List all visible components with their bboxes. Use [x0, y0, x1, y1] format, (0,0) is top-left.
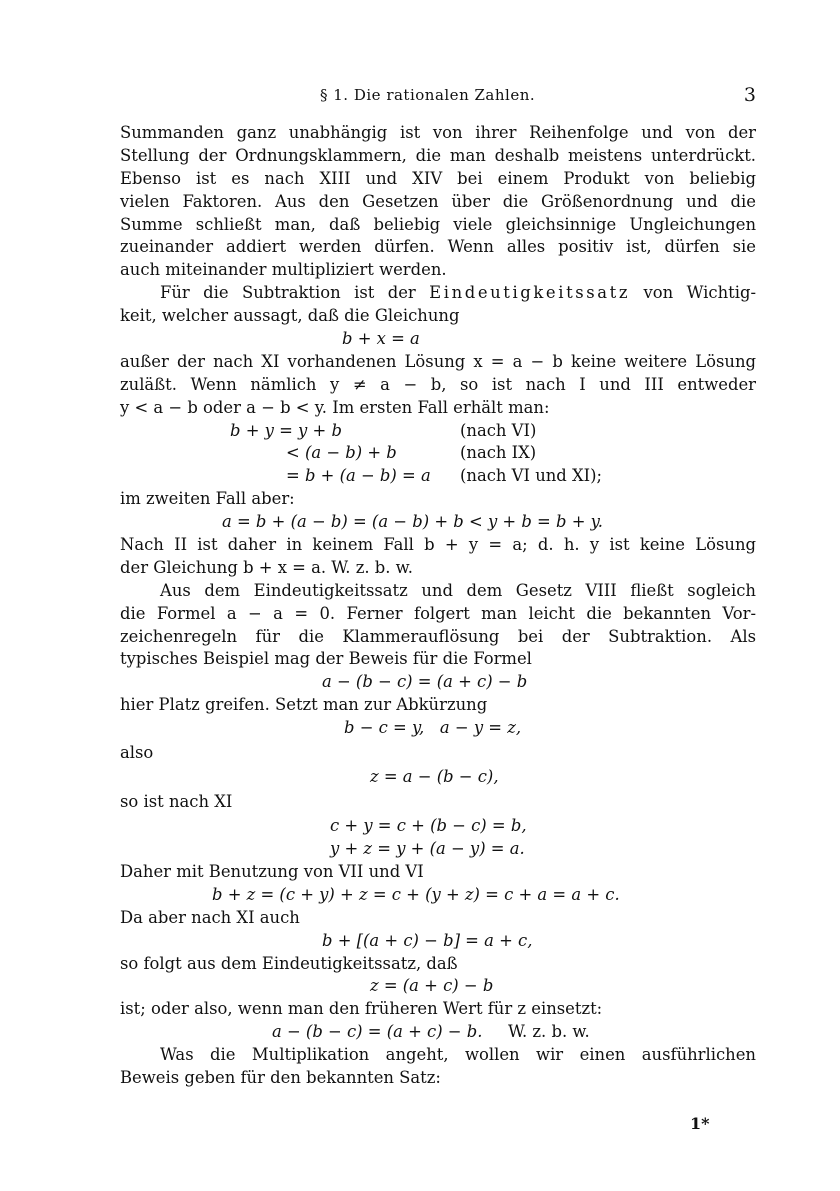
text-line: außer der nach XI vorhandenen Lösung x = a − b keine weitere Lösung — [120, 351, 756, 371]
formula: y + z = y + (a − y) = a. — [330, 839, 525, 859]
text-line: zuläßt. Wenn nämlich y ≠ a − b, so ist nach I und III entweder — [120, 374, 756, 394]
text-line: so folgt aus dem Eindeutigkeitssatz, daß — [120, 953, 458, 973]
formula-reason: (nach VI) — [460, 420, 537, 440]
formula: z = a − (b − c), — [370, 767, 499, 787]
printer-signature-mark: 1* — [690, 1114, 710, 1133]
text-line: im zweiten Fall aber: — [120, 489, 295, 509]
text-line: Daher mit Benutzung von VII und VI — [120, 861, 424, 881]
formula-row — [120, 465, 756, 488]
text-line: so ist nach XI — [120, 791, 233, 811]
text-line: Aus dem Eindeutigkeitssatz und dem Gesetz VIII fließt sogleich — [160, 580, 756, 600]
text-fragment: von Wichtig- — [643, 283, 757, 303]
text-line: Ebenso ist es nach XIII und XIV bei einem Produkt von beliebig — [120, 168, 756, 188]
text-line: vielen Faktoren. Aus den Gesetzen über die Größenordnung und die — [120, 191, 756, 211]
formula: b − c = y, a − y = z, — [344, 718, 522, 738]
text-fragment: Für die Subtraktion ist der — [160, 283, 416, 303]
text-line — [120, 282, 756, 305]
text-line: die Formel a − a = 0. Ferner folgert man leicht die bekannten Vor- — [120, 603, 756, 623]
formula-row — [120, 420, 756, 443]
formula-row — [120, 442, 756, 465]
qed-mark: W. z. b. w. — [508, 1022, 590, 1042]
text-line: Beweis geben für den bekannten Satz: — [120, 1067, 441, 1087]
text-line: auch miteinander multipliziert werden. — [120, 260, 447, 280]
formula: a − (b − c) = (a + c) − b — [322, 672, 528, 692]
text-line: Summe schließt man, daß beliebig viele gleichsinnige Ungleichungen — [120, 214, 756, 234]
formula: < (a − b) + b — [286, 443, 397, 463]
section-title: § 1. Die rationalen Zahlen. — [320, 86, 536, 104]
formula: a − (b − c) = (a + c) − b. — [272, 1022, 483, 1042]
formula: a = b + (a − b) = (a − b) + b < y + b = b + y. — [222, 512, 603, 532]
formula: b + z = (c + y) + z = c + (y + z) = c + a = a + c. — [212, 884, 620, 904]
text-line: also — [120, 742, 154, 762]
running-header — [120, 86, 756, 110]
text-line: Da aber nach XI auch — [120, 907, 300, 927]
formula: b + [(a + c) − b] = a + c, — [322, 930, 533, 950]
page-number: 3 — [743, 84, 756, 106]
text-line: der Gleichung b + x = a. W. z. b. w. — [120, 557, 413, 577]
text-line: hier Platz greifen. Setzt man zur Abkürzung — [120, 695, 488, 715]
formula: c + y = c + (b − c) = b, — [330, 816, 527, 836]
text-line: Stellung der Ordnungsklammern, die man deshalb meistens unterdrückt. — [120, 145, 756, 165]
text-line: typisches Beispiel mag der Beweis für die Formel — [120, 649, 532, 669]
formula-row — [120, 1021, 756, 1044]
formula: b + x = a — [342, 329, 420, 349]
text-line: zueinander addiert werden dürfen. Wenn alles positiv ist, dürfen sie — [120, 237, 756, 257]
emphasized-term: Eindeutigkeitssatz — [429, 283, 631, 303]
formula-reason: (nach VI und XI); — [460, 466, 603, 486]
formula-reason: (nach IX) — [460, 443, 537, 463]
text-line: Was die Multiplikation angeht, wollen wir einen ausführlichen — [160, 1045, 756, 1065]
formula: z = (a + c) − b — [370, 976, 494, 996]
formula: b + y = y + b — [230, 420, 342, 440]
text-line: keit, welcher aussagt, daß die Gleichung — [120, 306, 460, 326]
text-line: zeichenregeln für die Klammerauflösung bei der Subtraktion. Als — [120, 626, 756, 646]
body-text — [120, 122, 756, 1090]
text-line: Nach II ist daher in keinem Fall b + y = a; d. h. y ist keine Lösung — [120, 535, 756, 555]
formula: = b + (a − b) = a — [286, 466, 431, 486]
text-line: ist; oder also, wenn man den früheren Wert für z einsetzt: — [120, 999, 603, 1019]
text-line: Summanden ganz unabhängig ist von ihrer Reihenfolge und von der — [120, 123, 756, 142]
text-line: y < a − b oder a − b < y. Im ersten Fall erhält man: — [120, 397, 550, 417]
